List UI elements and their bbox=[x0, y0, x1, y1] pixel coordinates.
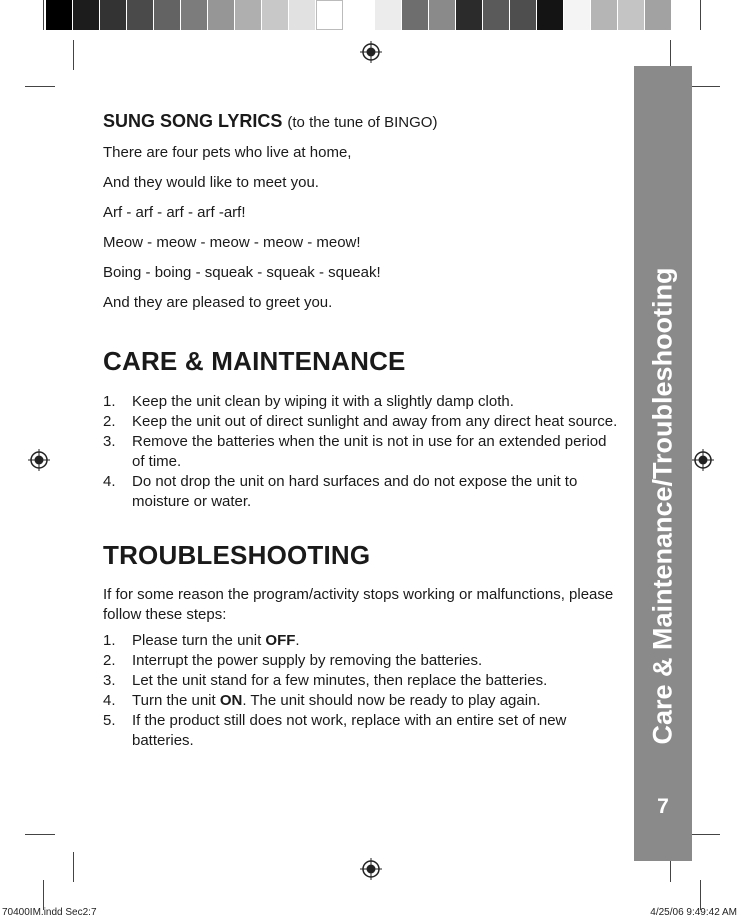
crop-mark bbox=[690, 834, 720, 835]
troubleshooting-list-item: 5. If the product still does not work, replace with an entire set of new batteries. bbox=[103, 712, 567, 749]
crop-mark bbox=[25, 86, 55, 87]
registration-mark-icon bbox=[360, 858, 382, 880]
color-swatch bbox=[73, 0, 100, 30]
crop-mark bbox=[700, 0, 701, 30]
section-sidebar-tab bbox=[634, 66, 692, 861]
troubleshooting-intro: If for some reason the program/activity stops working or malfunctions, please follow these steps: bbox=[103, 586, 614, 623]
crop-mark bbox=[690, 86, 720, 87]
color-swatch bbox=[591, 0, 618, 30]
lyric-line: Arf - arf - arf - arf -arf! bbox=[103, 204, 246, 221]
care-list-item: 3. Remove the batteries when the unit is not in use for an extended period of time. bbox=[103, 433, 607, 470]
troubleshooting-list bbox=[103, 631, 618, 751]
registration-mark-icon bbox=[28, 449, 50, 471]
care-list-item: 2. Keep the unit out of direct sunlight and away from any direct heat source. bbox=[103, 413, 618, 430]
crop-mark bbox=[25, 834, 55, 835]
lyric-line: Meow - meow - meow - meow - meow! bbox=[103, 234, 361, 251]
color-swatch bbox=[289, 0, 316, 30]
color-swatch bbox=[235, 0, 262, 30]
care-list-item: 4. Do not drop the unit on hard surfaces and do not expose the unit to moisture or water. bbox=[103, 473, 578, 510]
troubleshooting-heading: TROUBLESHOOTING bbox=[103, 540, 371, 570]
lyrics-heading bbox=[103, 111, 618, 132]
printer-color-bar bbox=[46, 0, 343, 30]
color-swatch bbox=[100, 0, 127, 30]
troubleshooting-list-item: 4. Turn the unit ON. The unit should now be ready to play again. bbox=[103, 692, 541, 709]
lyric-line: There are four pets who live at home, bbox=[103, 144, 352, 161]
troubleshooting-list-item: 3. Let the unit stand for a few minutes, then replace the batteries. bbox=[103, 672, 548, 689]
color-swatch bbox=[208, 0, 235, 30]
color-swatch bbox=[510, 0, 537, 30]
registration-mark-icon bbox=[360, 41, 382, 63]
color-swatch bbox=[46, 0, 73, 30]
crop-mark bbox=[73, 852, 74, 882]
crop-mark bbox=[700, 880, 701, 910]
color-swatch bbox=[262, 0, 289, 30]
crop-mark bbox=[43, 0, 44, 30]
footer-file-slug: 70400IM.indd Sec2:7 bbox=[2, 907, 97, 918]
color-swatch bbox=[375, 0, 402, 30]
care-list-item: 1. Keep the unit clean by wiping it with a slightly damp cloth. bbox=[103, 393, 514, 410]
registration-mark-icon bbox=[692, 449, 714, 471]
color-swatch bbox=[127, 0, 154, 30]
page-number: 7 bbox=[657, 795, 669, 818]
sidebar-title: Care & Maintenance/Troubleshooting bbox=[647, 267, 678, 745]
color-swatch bbox=[402, 0, 429, 30]
color-swatch bbox=[564, 0, 591, 30]
color-swatch bbox=[618, 0, 645, 30]
page-content bbox=[103, 111, 618, 751]
lyrics-title: SUNG SONG LYRICS bbox=[103, 111, 283, 131]
color-swatch bbox=[181, 0, 208, 30]
lyric-line: And they would like to meet you. bbox=[103, 174, 319, 191]
color-swatch bbox=[316, 0, 343, 30]
color-swatch bbox=[645, 0, 672, 30]
printer-color-bar-right bbox=[375, 0, 672, 30]
color-swatch bbox=[483, 0, 510, 30]
color-swatch bbox=[154, 0, 181, 30]
crop-mark bbox=[73, 40, 74, 70]
troubleshooting-list-item: 2. Interrupt the power supply by removing the batteries. bbox=[103, 652, 483, 669]
color-swatch bbox=[456, 0, 483, 30]
care-heading: CARE & MAINTENANCE bbox=[103, 346, 406, 376]
troubleshooting-list-item: 1. Please turn the unit OFF. bbox=[103, 632, 300, 649]
lyrics-subtitle: (to the tune of BINGO) bbox=[287, 114, 438, 131]
lyric-line: Boing - boing - squeak - squeak - squeak! bbox=[103, 264, 381, 281]
lyric-line: And they are pleased to greet you. bbox=[103, 294, 333, 311]
color-swatch bbox=[429, 0, 456, 30]
care-list bbox=[103, 392, 618, 512]
crop-mark bbox=[43, 880, 44, 910]
color-swatch bbox=[537, 0, 564, 30]
footer-timestamp: 4/25/06 9:49:42 AM bbox=[650, 907, 737, 918]
lyrics-lines bbox=[103, 144, 618, 312]
